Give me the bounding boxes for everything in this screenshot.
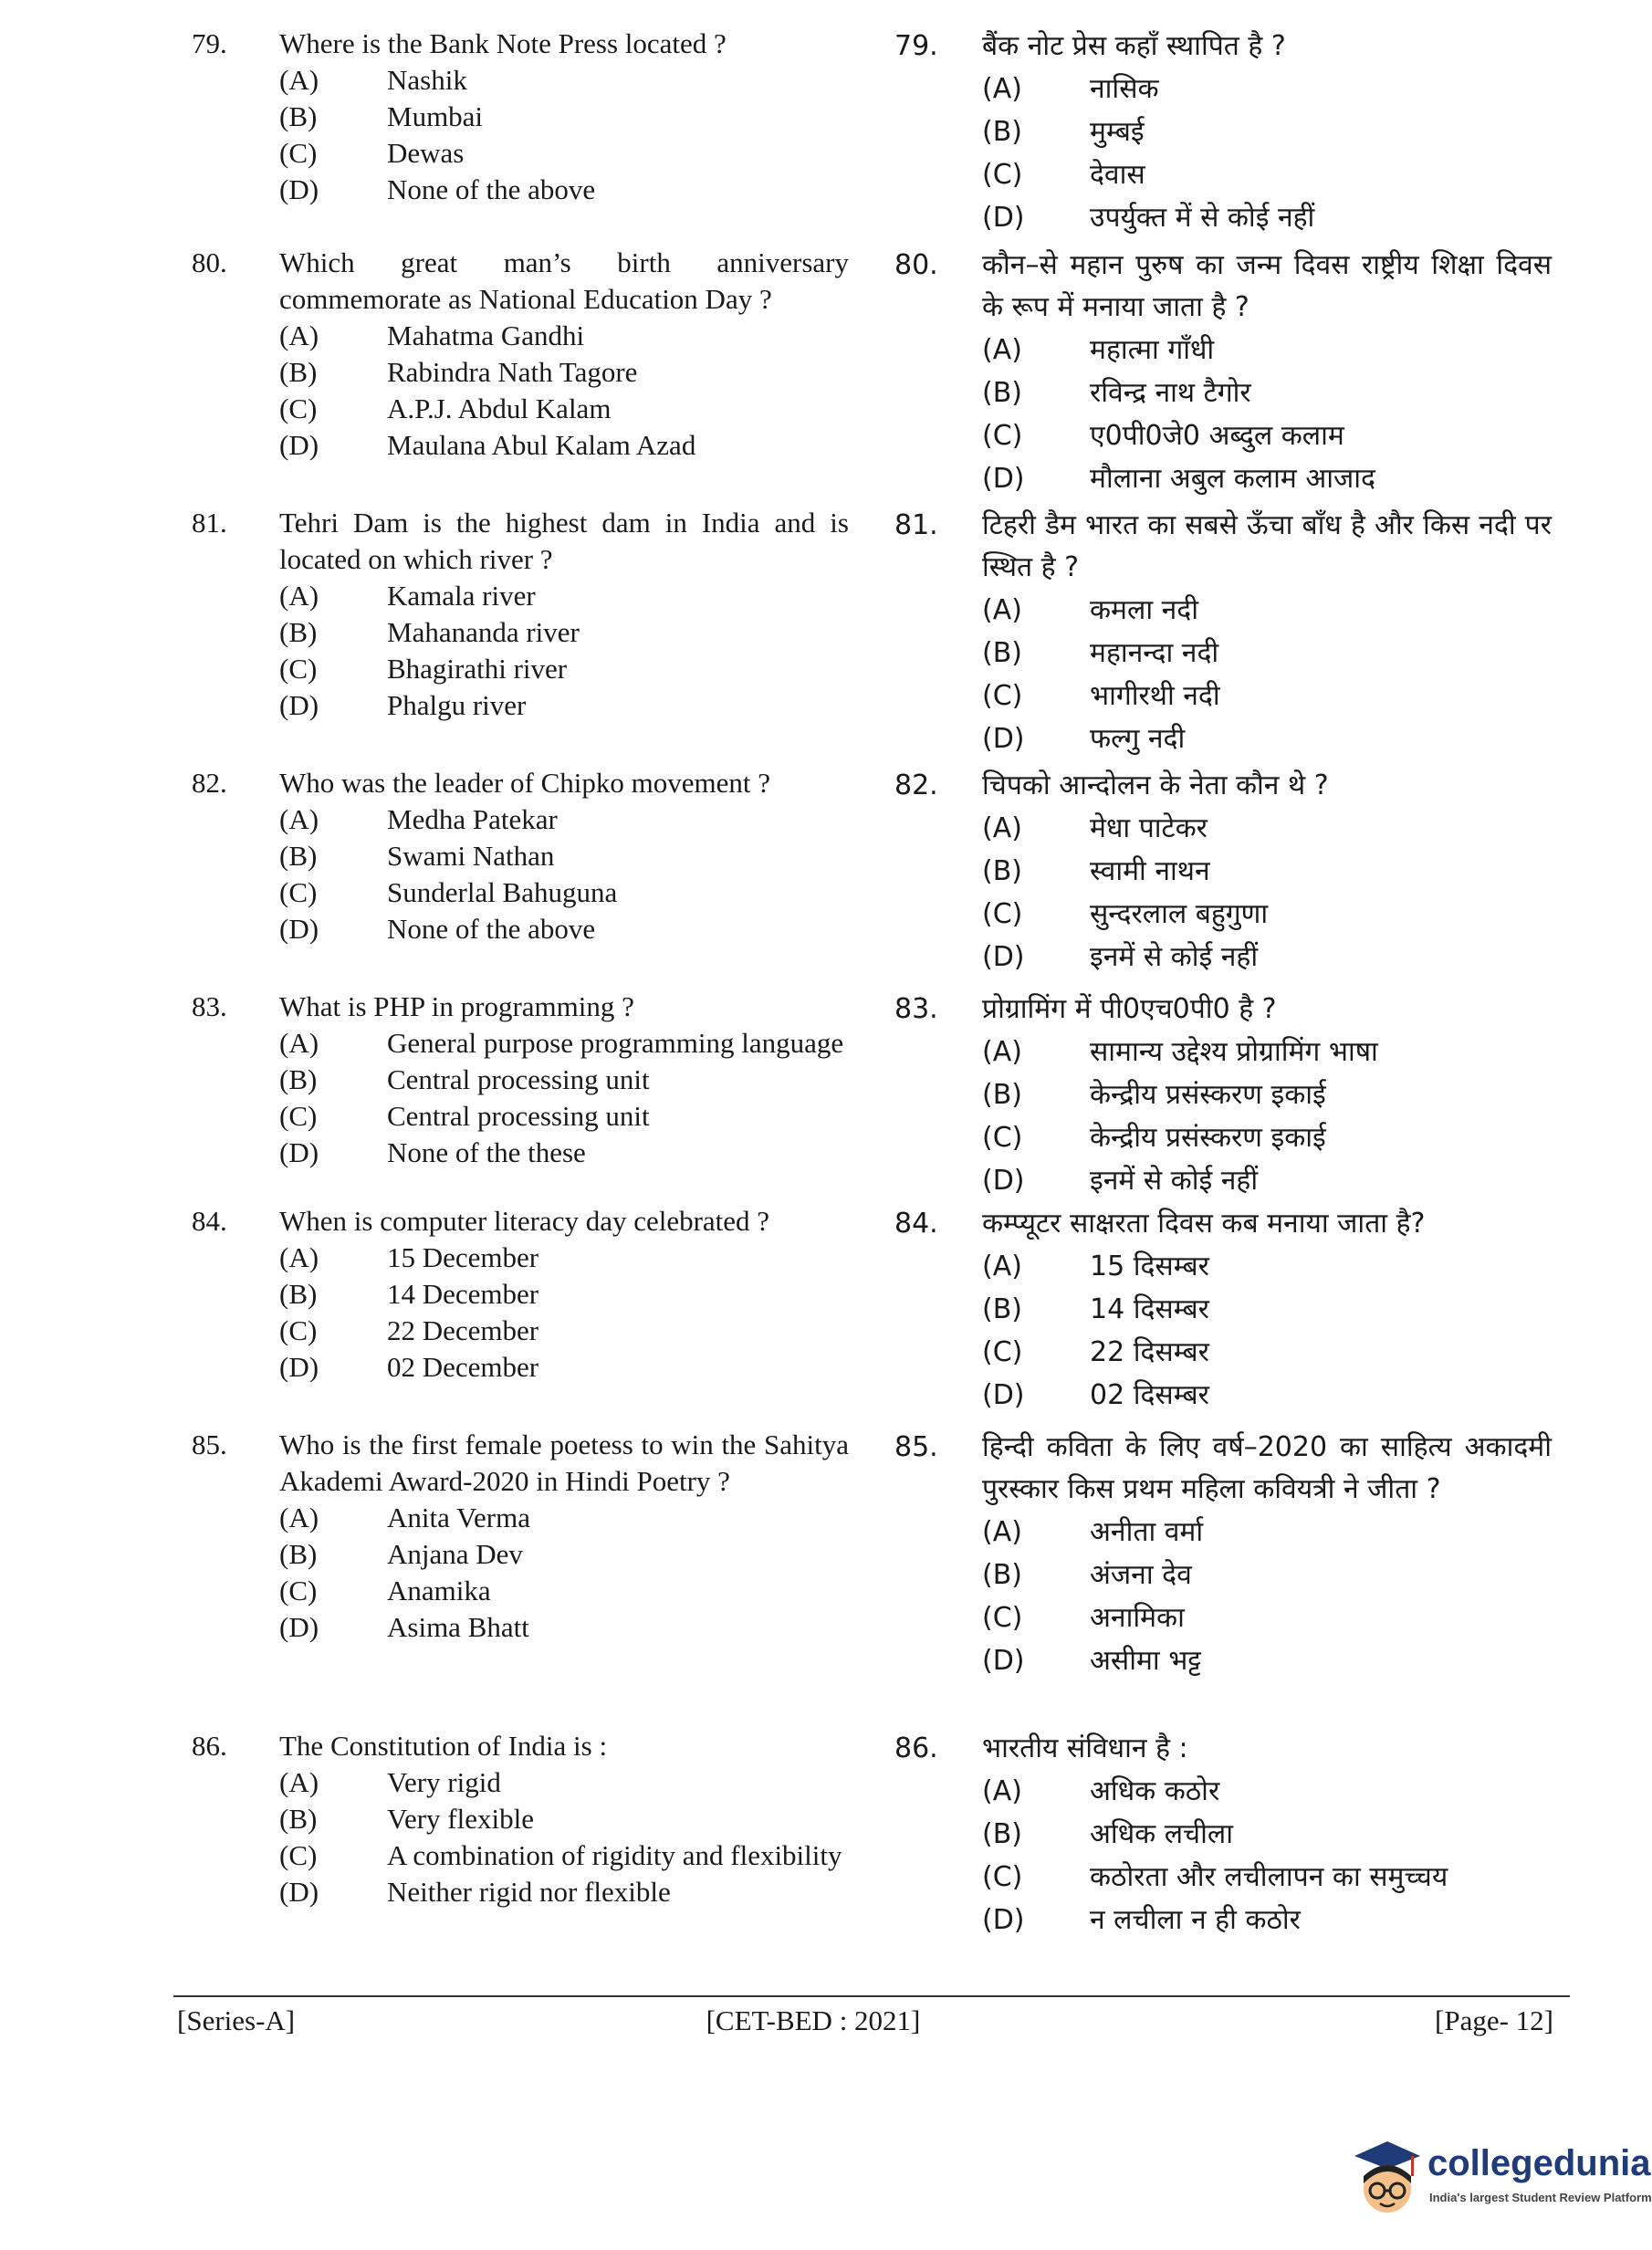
option-text: अनामिका [1090,1602,1185,1634]
option [279,99,849,135]
option [279,1764,849,1801]
option-text: भागीरथी नदी [1090,680,1220,712]
option-text: महात्मा गाँधी [1090,334,1215,366]
option-label: (B) [982,377,1022,409]
option-label: (C) [982,159,1023,191]
option [982,893,1552,936]
option [982,1596,1552,1639]
option-text: Mumbai [387,100,484,132]
question-82 [894,765,1552,978]
option-label: (A) [982,334,1022,366]
footer-divider [173,1995,1570,1997]
option-label: (A) [982,1775,1022,1807]
option [982,807,1552,850]
option-text: सामान्य उद्देश्य प्रोग्रामिंग भाषा [1090,1036,1378,1068]
option-text: ए0पी0जे0 अब्दुल कलाम [1090,420,1344,452]
option [982,936,1552,978]
option [982,1245,1552,1288]
option-text: स्वामी नाथन [1090,855,1210,887]
question-80 [894,245,1552,500]
question-79 [894,26,1552,239]
option-label: (A) [279,580,319,612]
option-text: Neither rigid nor flexible [387,1876,671,1908]
option [279,1276,849,1313]
question-number: 80. [894,249,938,281]
option-label: (D) [279,1611,319,1643]
option-text: कमला नदी [1090,594,1198,626]
option [982,1288,1552,1331]
option-text: इनमें से कोई नहीं [1090,941,1259,973]
option [982,589,1552,632]
option-label: (D) [982,1904,1025,1936]
option-label: (B) [982,116,1022,148]
option-text: Very rigid [387,1766,501,1798]
option-label: (C) [982,1861,1023,1893]
option-label: (A) [982,1036,1022,1068]
graduate-mascot-icon [1351,2136,1424,2223]
option-label: (B) [279,1063,318,1095]
option-text: A combination of rigidity and flexibility [387,1839,842,1871]
option-text: Mahatma Gandhi [387,319,585,351]
question-84 [192,1203,849,1386]
option-text: Swami Nathan [387,840,555,872]
option-text: Very flexible [387,1803,534,1835]
option-text: Bhagirathi river [387,653,568,685]
option-label: (B) [279,1538,318,1570]
option [279,1874,849,1910]
question-text: Who was the leader of Chipko movement ? [279,767,771,799]
option [982,632,1552,675]
question-number: 86. [894,1732,938,1764]
question-text: टिहरी डैम भारत का सबसे ऊँचा बाँध है और किस नदी पर स्थित है ? [982,509,1552,583]
option [279,1240,849,1276]
logo-tagline: India's largest Student Review Platform [1429,2191,1652,2204]
question-number: 79. [894,30,938,62]
option [982,1031,1552,1073]
option [279,1500,849,1536]
question-83 [192,989,849,1171]
question-number: 84. [894,1208,938,1240]
option-label: (A) [982,594,1022,626]
option [279,135,849,172]
option-label: (C) [279,392,318,424]
option-label: (C) [279,1839,318,1871]
option-label: (C) [982,680,1023,712]
option-label: (D) [279,1876,319,1908]
option [982,153,1552,196]
option [982,1116,1552,1159]
option-label: (B) [279,840,318,872]
question-number: 83. [192,990,227,1022]
question-79 [192,26,849,208]
question-text: Which great man’s birth anniversary commemorate as National Education Day ? [279,246,849,315]
option-label: (B) [279,1803,318,1835]
option-text: Asima Bhatt [387,1611,529,1643]
question-text: When is computer literacy day celebrated ? [279,1205,770,1237]
option-text: A.P.J. Abdul Kalam [387,392,612,424]
option-text: नासिक [1090,73,1159,105]
question-text: What is PHP in programming ? [279,990,634,1022]
option [279,1025,849,1062]
option [279,651,849,687]
option-text: Anjana Dev [387,1538,523,1570]
question-number: 84. [192,1205,227,1237]
option [982,1073,1552,1116]
option-text: महानन्दा नदी [1090,637,1219,669]
option-text: General purpose programming language [387,1027,844,1059]
option-text: अनीता वर्मा [1090,1516,1204,1548]
option [982,1159,1552,1202]
option-label: (A) [279,319,319,351]
question-number: 79. [192,27,227,59]
option [279,838,849,874]
option-label: (A) [982,73,1022,105]
footer-page-number: [Page- 12] [1435,2004,1553,2036]
option-label: (D) [982,723,1025,755]
option [982,850,1552,893]
question-text: प्रोग्रामिंग में पी0एच0पी0 है ? [982,993,1277,1025]
question-82 [192,765,849,947]
option [982,414,1552,457]
question-85 [192,1427,849,1646]
logo-name: collegedunia [1427,2143,1651,2183]
footer-exam: [CET-BED : 2021] [706,2004,921,2036]
question-number: 85. [192,1428,227,1460]
option [982,1813,1552,1856]
option-label: (A) [982,1516,1022,1548]
option [279,1098,849,1135]
option-text: 22 दिसम्बर [1090,1336,1209,1368]
option [982,196,1552,239]
option-text: None of the above [387,913,596,945]
option [279,614,849,651]
option [279,687,849,724]
option-text: 22 December [387,1314,539,1346]
question-84 [894,1203,1552,1417]
option-text: मौलाना अबुल कलाम आजाद [1090,463,1375,495]
option-label: (C) [279,1100,318,1132]
option-label: (D) [279,1136,319,1168]
option [279,318,849,354]
option-text: मुम्बई [1090,116,1145,148]
option-text: Dewas [387,137,465,169]
option [279,1135,849,1171]
option-label: (C) [982,1336,1023,1368]
question-number: 86. [192,1730,227,1762]
option [279,391,849,427]
option [982,1554,1552,1596]
question-number: 82. [894,769,938,801]
option [279,1837,849,1874]
question-83 [894,989,1552,1202]
question-text: चिपको आन्दोलन के नेता कौन थे ? [982,769,1329,801]
option-label: (B) [982,855,1022,887]
option-text: अंजना देव [1090,1559,1192,1591]
option-label: (D) [982,1645,1025,1677]
question-number: 81. [894,509,938,541]
option-label: (B) [279,1278,318,1310]
question-text: Tehri Dam is the highest dam in India and is located on which river ? [279,507,849,575]
collegedunia-logo [1351,2136,1652,2223]
option [279,354,849,391]
option-text: None of the above [387,173,596,205]
option-text: देवास [1090,159,1145,191]
option-text: 02 दिसम्बर [1090,1379,1209,1411]
option [279,427,849,464]
option-text: रविन्द्र नाथ टैगोर [1090,377,1251,409]
option [982,110,1552,153]
option-text: अधिक कठोर [1090,1775,1220,1807]
option-label: (D) [982,1165,1025,1197]
option [982,68,1552,110]
option-text: Anita Verma [387,1502,530,1533]
option-text: न लचीला न ही कठोर [1090,1904,1301,1936]
option [279,578,849,614]
option-text: Phalgu river [387,689,527,721]
option-text: मेधा पाटेकर [1090,812,1208,844]
option [982,457,1552,500]
option-label: (B) [982,1079,1022,1111]
option-label: (A) [279,803,319,835]
option [982,675,1552,717]
question-81 [192,505,849,724]
option-label: (C) [279,1575,318,1606]
question-85 [894,1427,1552,1682]
question-number: 80. [192,246,227,278]
option-label: (D) [279,689,319,721]
option [982,1899,1552,1941]
footer-series: [Series-A] [177,2004,296,2036]
option-label: (B) [982,1559,1022,1591]
option-label: (C) [279,653,318,685]
option-text: सुन्दरलाल बहुगुणा [1090,898,1269,930]
option [279,1609,849,1646]
option-label: (D) [982,202,1025,234]
question-text: हिन्दी कविता के लिए वर्ष–2020 का साहित्य अकादमी पुरस्कार किस प्रथम महिला कवियत्री ने जीता ? [982,1431,1552,1505]
question-text: Who is the first female poetess to win the Sahitya Akademi Award-2020 in Hindi Poetry ? [279,1428,849,1497]
question-text: Where is the Bank Note Press located ? [279,27,727,59]
option-text: 15 December [387,1241,539,1273]
option-text: इनमें से कोई नहीं [1090,1165,1259,1197]
option-text: फल्गु नदी [1090,723,1186,755]
option-text: असीमा भट्ट [1090,1645,1201,1677]
option-label: (C) [982,1602,1023,1634]
option [279,1313,849,1349]
option-label: (C) [982,1122,1023,1154]
question-text: The Constitution of India is : [279,1730,608,1762]
option-text: 02 December [387,1351,539,1383]
option-label: (A) [279,1502,319,1533]
option [982,1639,1552,1682]
option-text: Anamika [387,1575,491,1606]
question-number: 85. [894,1431,938,1463]
question-81 [894,505,1552,760]
option-label: (C) [279,137,318,169]
option [982,1856,1552,1899]
option-text: 14 दिसम्बर [1090,1293,1209,1325]
question-number: 83. [894,993,938,1025]
option-label: (D) [982,1379,1025,1411]
option-text: Kamala river [387,580,536,612]
option-label: (A) [279,1241,319,1273]
option-text: Maulana Abul Kalam Azad [387,429,696,461]
option [982,1770,1552,1813]
option-label: (B) [982,637,1022,669]
option-label: (C) [982,898,1023,930]
option [982,1331,1552,1374]
option-text: Medha Patekar [387,803,558,835]
option-label: (B) [982,1818,1022,1850]
option-text: केन्द्रीय प्रसंस्करण इकाई [1090,1122,1326,1154]
option [279,1062,849,1098]
option-text: Sunderlal Bahuguna [387,876,618,908]
option-label: (B) [279,356,318,388]
question-text: कौन–से महान पुरुष का जन्म दिवस राष्ट्रीय शिक्षा दिवस के रूप में मनाया जाता है ? [982,249,1552,323]
option-text: Nashik [387,64,467,96]
option-label: (B) [279,616,318,648]
option-text: Mahananda river [387,616,580,648]
question-number: 82. [192,767,227,799]
question-80 [192,245,849,464]
option [279,1801,849,1837]
option [279,62,849,99]
option-label: (C) [279,1314,318,1346]
option-text: None of the these [387,1136,586,1168]
option [982,1374,1552,1417]
option [982,329,1552,372]
option-label: (A) [279,1027,319,1059]
option [982,1511,1552,1554]
option [982,717,1552,760]
option [279,1536,849,1573]
option-text: अधिक लचीला [1090,1818,1233,1850]
option-text: 15 दिसम्बर [1090,1251,1209,1282]
option-label: (D) [279,173,319,205]
option [982,372,1552,414]
option-label: (B) [982,1293,1022,1325]
option-text: Central processing unit [387,1063,650,1095]
option-label: (D) [279,1351,319,1383]
option [279,801,849,838]
option [279,874,849,911]
option-text: Rabindra Nath Tagore [387,356,638,388]
question-text: कम्प्यूटर साक्षरता दिवस कब मनाया जाता है? [982,1208,1426,1240]
option-text: कठोरता और लचीलापन का समुच्चय [1090,1861,1448,1893]
option-text: केन्द्रीय प्रसंस्करण इकाई [1090,1079,1326,1111]
option [279,1349,849,1386]
option-label: (D) [279,913,319,945]
option [279,911,849,947]
option-text: उपर्युक्त में से कोई नहीं [1090,202,1315,234]
question-text: भारतीय संविधान है : [982,1732,1188,1764]
option-label: (A) [279,1766,319,1798]
option-label: (C) [982,420,1023,452]
question-86 [894,1728,1552,1941]
question-86 [192,1728,849,1910]
question-number: 81. [192,507,227,539]
option-label: (B) [279,100,318,132]
option-label: (D) [982,941,1025,973]
option-text: 14 December [387,1278,539,1310]
option-label: (A) [279,64,319,96]
option-label: (C) [279,876,318,908]
option [279,172,849,208]
option [279,1573,849,1609]
option-label: (A) [982,1251,1022,1282]
question-text: बैंक नोट प्रेस कहाँ स्थापित है ? [982,30,1286,62]
option-label: (A) [982,812,1022,844]
option-label: (D) [982,463,1025,495]
option-label: (D) [279,429,319,461]
option-text: Central processing unit [387,1100,650,1132]
